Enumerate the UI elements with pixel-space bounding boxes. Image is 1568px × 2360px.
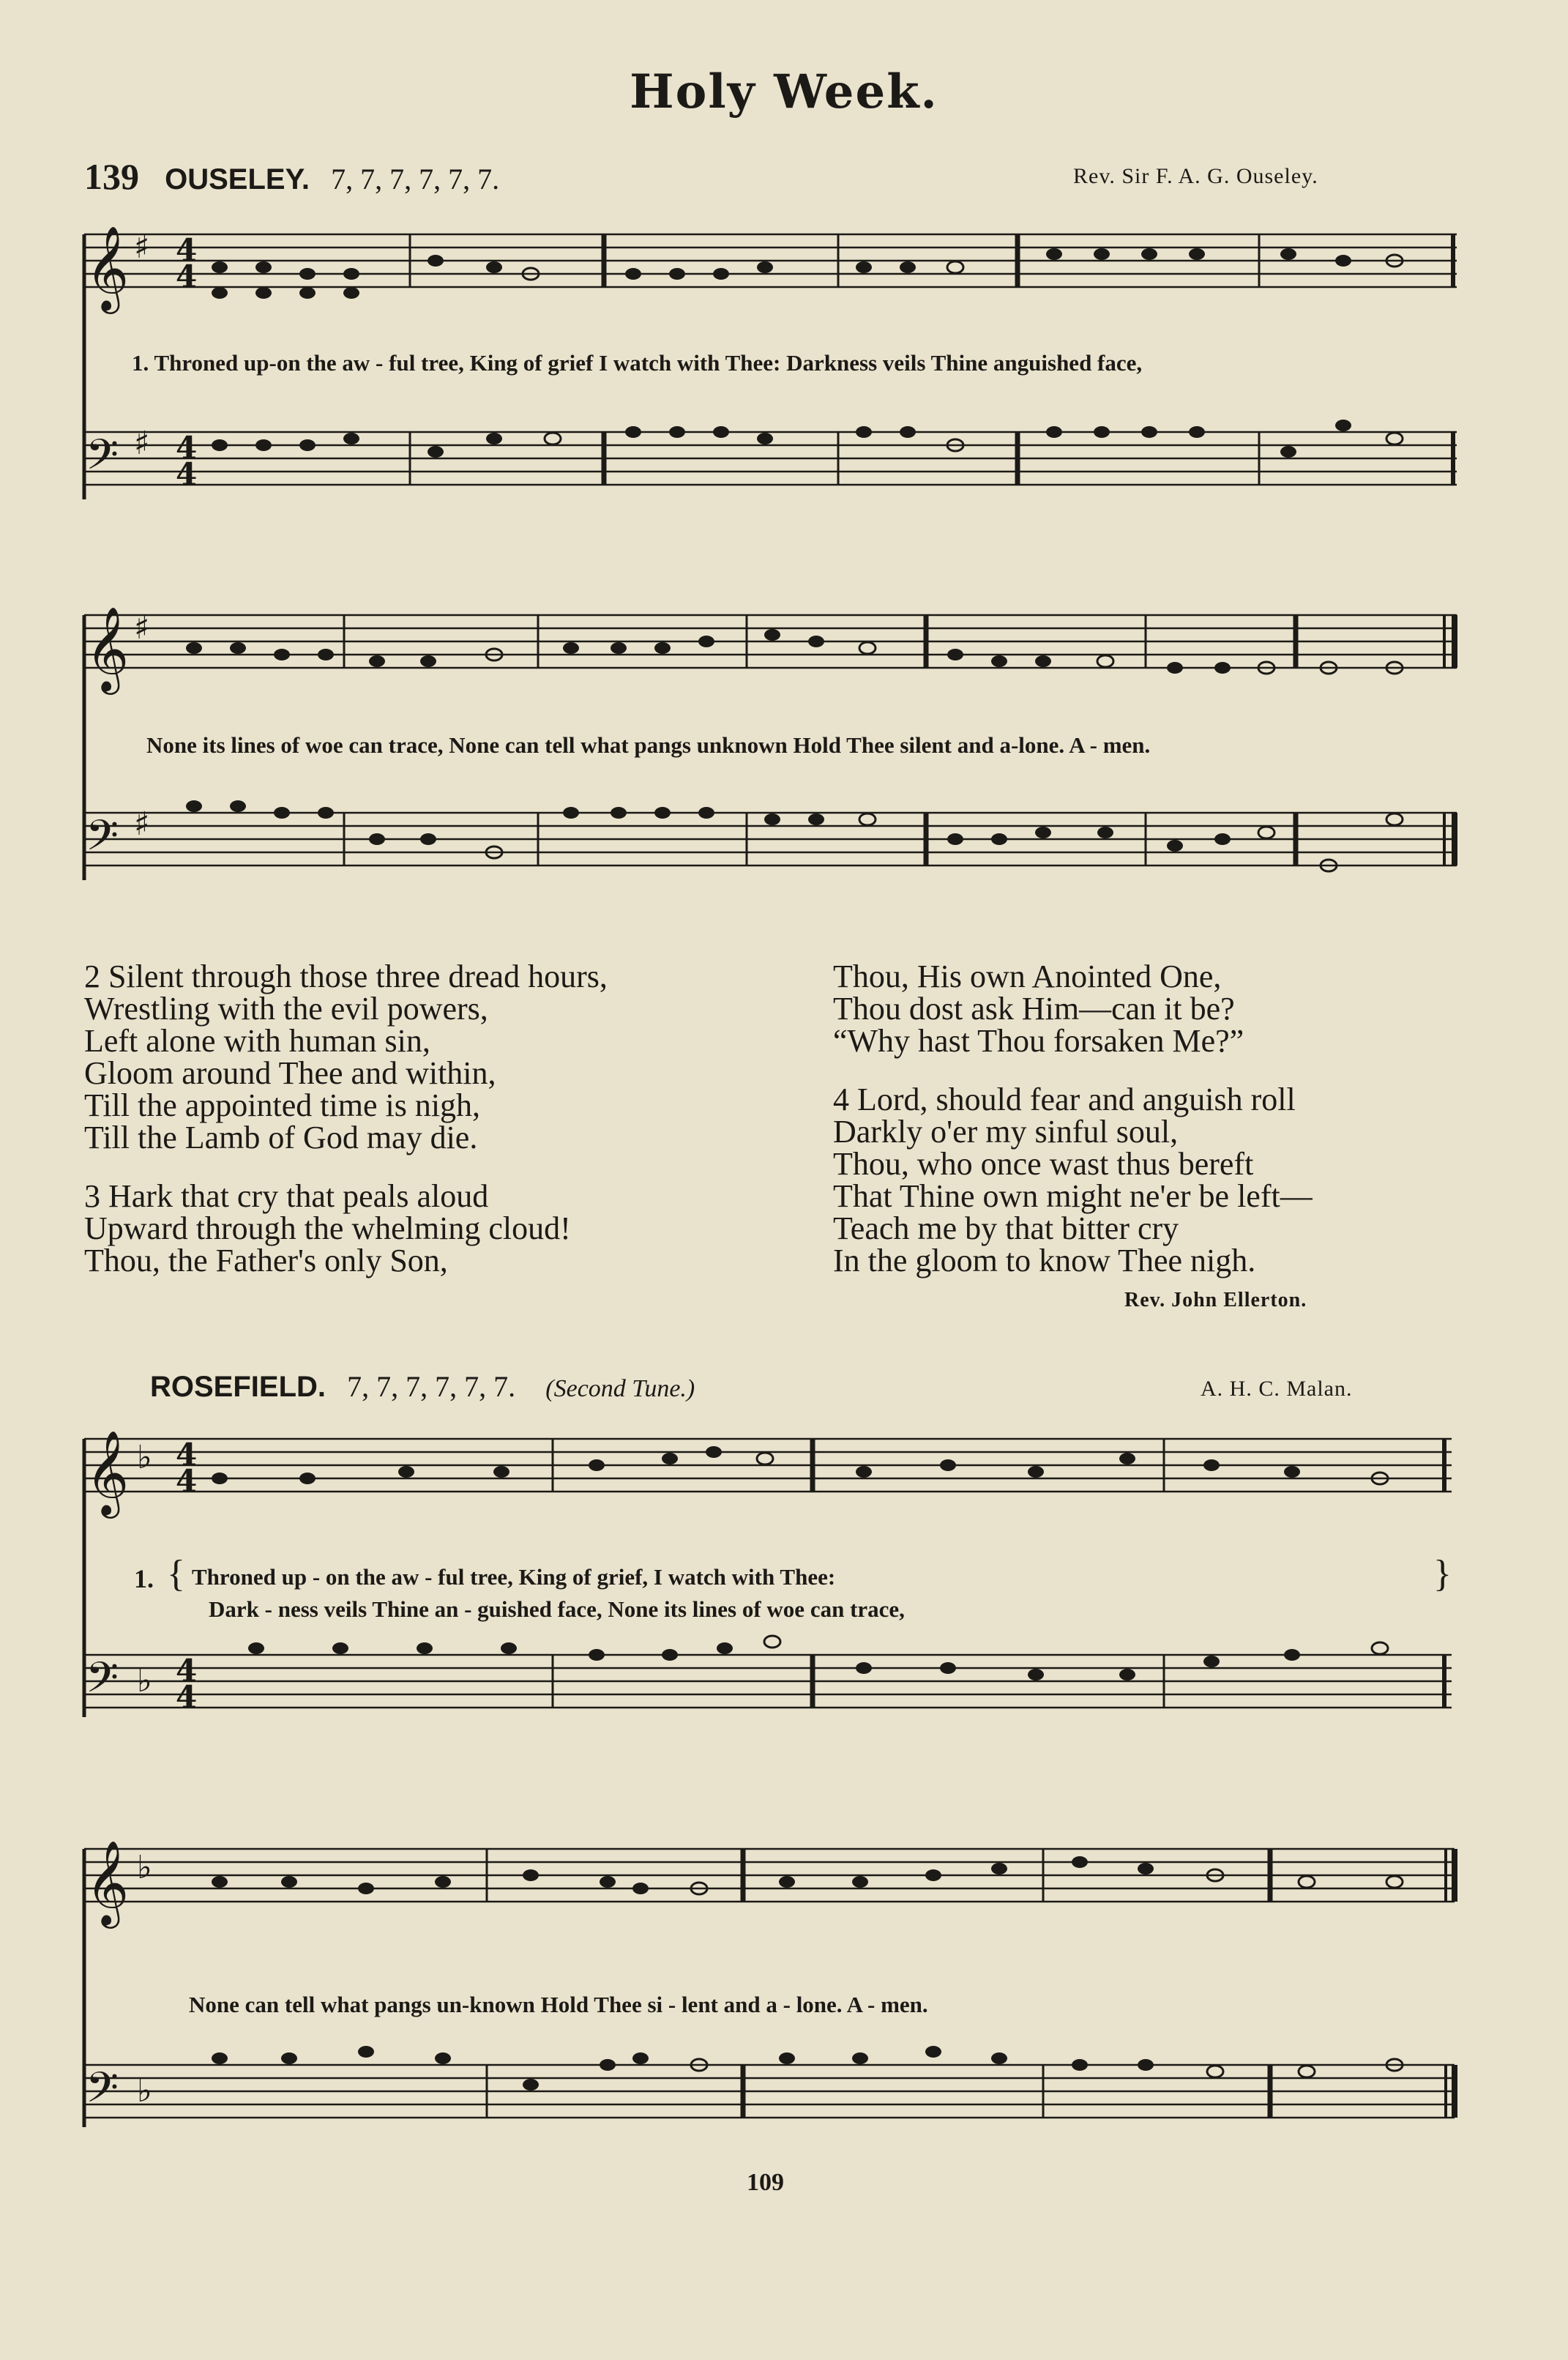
svg-text:4: 4 [176, 430, 198, 466]
stanzas-left-column [84, 958, 608, 1278]
bass-clef-icon: 𝄢 [86, 2063, 119, 2123]
stanzas-right-column [833, 958, 1313, 1278]
stanza-3-line: Upward through the whelming cloud! [84, 1210, 571, 1246]
svg-text:4: 4 [176, 456, 198, 492]
svg-text:♯: ♯ [134, 805, 150, 843]
stanza-4-line: 4 Lord, should fear and anguish roll [833, 1082, 1296, 1117]
page-number: 109 [747, 2169, 784, 2196]
stanza-2-line: Till the appointed time is nigh, [84, 1087, 481, 1123]
rosefield-lyric-line-2: None can tell what pangs un-known Hold Thee si - lent and a - lone. A - men. [189, 1992, 928, 2017]
composer: A. H. C. Malan. [1201, 1377, 1353, 1401]
tune-name: OUSELEY. [165, 163, 310, 196]
hymn-139-heading [84, 155, 499, 198]
hymn-number: 139 [84, 156, 139, 197]
rosefield-lyric-line-1a: Throned up - on the aw - ful tree, King of grief, I watch with Thee: [192, 1564, 836, 1590]
treble-clef-icon: 𝄞 [86, 1429, 130, 1515]
svg-text:4: 4 [176, 1437, 198, 1473]
svg-text:♭: ♭ [137, 1849, 152, 1886]
svg-text:♯: ♯ [134, 228, 150, 266]
bass-clef-icon: 𝄢 [86, 811, 119, 871]
svg-text:4: 4 [176, 1679, 198, 1715]
composer: Rev. Sir F. A. G. Ouseley. [1073, 164, 1318, 188]
stanza-3-line: Thou dost ask Him—can it be? [833, 991, 1235, 1027]
stanza-3-line: Thou, His own Anointed One, [833, 958, 1222, 994]
treble-clef-icon: 𝄞 [86, 1839, 130, 1925]
treble-staff [84, 234, 1457, 287]
stanza-2-line: Gloom around Thee and within, [84, 1055, 496, 1091]
svg-text:4: 4 [176, 1653, 198, 1689]
meter: 7, 7, 7, 7, 7, 7. [331, 163, 500, 196]
rosefield-lyric-line-1b: Dark - ness veils Thine an - guished face, None its lines of woe can trace, [209, 1596, 905, 1622]
stanza-4-line: Teach me by that bitter cry [833, 1210, 1179, 1246]
stanza-3-line: “Why hast Thou forsaken Me?” [833, 1023, 1244, 1059]
stanza-2-line: Wrestling with the evil powers, [84, 991, 488, 1027]
text-author: Rev. John Ellerton. [1124, 1289, 1307, 1311]
svg-text:4: 4 [176, 232, 198, 268]
treble-clef-icon: 𝄞 [86, 225, 130, 310]
brace-right: } [1433, 1553, 1452, 1595]
stanza-4-line: Thou, who once wast thus bereft [833, 1146, 1254, 1182]
brace-left: { [167, 1553, 185, 1595]
svg-text:4: 4 [176, 258, 198, 294]
bass-clef-icon: 𝄢 [86, 430, 119, 490]
second-tune-note: (Second Tune.) [545, 1375, 695, 1402]
tune-name: ROSEFIELD. [150, 1371, 326, 1403]
svg-text:4: 4 [176, 1463, 198, 1499]
meter: 7, 7, 7, 7, 7, 7. [347, 1370, 516, 1403]
stanza-3-line: 3 Hark that cry that peals aloud [84, 1178, 489, 1214]
stanza-2-line: Left alone with human sin, [84, 1023, 430, 1059]
stanza-2-line: Till the Lamb of God may die. [84, 1120, 478, 1155]
stanza-4-line: In the gloom to know Thee nigh. [833, 1243, 1256, 1278]
verse-number: 1. [134, 1564, 154, 1593]
bass-clef-icon: 𝄢 [86, 1653, 119, 1713]
svg-text:♭: ♭ [137, 2072, 152, 2110]
stanza-4-line: Darkly o'er my sinful soul, [833, 1114, 1179, 1150]
svg-text:♭: ♭ [137, 1662, 152, 1700]
stanza-4-line: That Thine own might ne'er be left— [833, 1178, 1313, 1214]
stanza-3-line: Thou, the Father's only Son, [84, 1243, 448, 1278]
svg-text:♭: ♭ [137, 1439, 152, 1476]
svg-text:♯: ♯ [134, 425, 150, 462]
treble-clef-icon: 𝄞 [86, 606, 130, 691]
hymn-139-lyric-line-1: 1. Throned up-on the aw - ful tree, King of grief I watch with Thee: Darkness veils Thine anguished face, [132, 350, 1143, 376]
page-header: Holy Week. [630, 64, 938, 119]
stanza-2-line: 2 Silent through those three dread hours, [84, 958, 608, 994]
rosefield-heading [150, 1369, 695, 1404]
svg-text:♯: ♯ [134, 609, 150, 647]
hymn-139-lyric-line-2: None its lines of woe can trace, None can tell what pangs unknown Hold Thee silent and a-lone. A - men. [146, 732, 1151, 758]
